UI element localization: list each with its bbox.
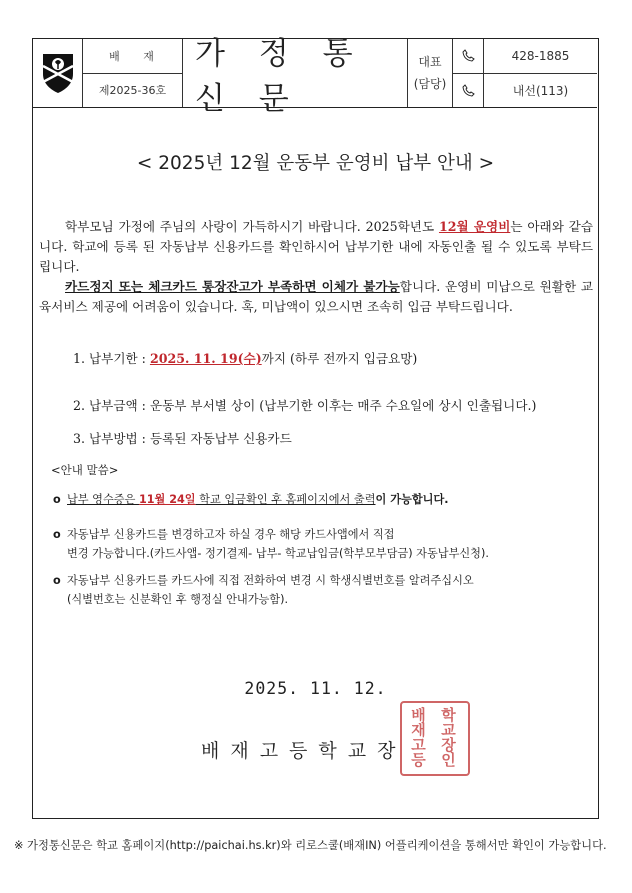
receipt-date: 11월 24일 [138, 493, 196, 506]
guide-note-3: o 자동납부 신용카드를 카드사에 직접 전화하여 변경 시 학생식별번호를 알려주십시오 (식별번호는 신분확인 후 행정실 안내가능함). [53, 574, 474, 606]
newsletter-title: 가 정 통 신 문 [183, 39, 408, 107]
guide-note-2: o 자동납부 신용카드를 변경하고자 하실 경우 해당 카드사앱에서 직접 변경 가능합니다.(카드사앱- 정기결제- 납부- 학교납입금(학부모부담금) 자동납부신청). [53, 528, 489, 560]
school-short-name: 배 재 [83, 39, 182, 74]
phone-extension: 내선(113) [512, 83, 569, 98]
header-table [33, 36, 597, 117]
document-title: < 2025년 12월 운동부 운영비 납부 안내 > [136, 153, 495, 174]
list-item: 3. 납부방법 : 등록된 자동납부 신용카드 [73, 431, 292, 446]
due-date: 2025. 11. 19(수) [149, 351, 262, 366]
intro-paragraph-1: 학부모님 가정에 주님의 사랑이 가득하시기 바랍니다. 2025학년도 12월 운영비는 아래와 같습니다. 학교에 등록 된 자동납부 신용카드를 확인하시어 납부기한 내에 자동인출 될 수 있도록 부탁드립니다. [39, 219, 594, 274]
issue-number: 제2025-36호 [98, 84, 167, 98]
school-logo [33, 39, 83, 107]
intro-paragraph-2: 카드정지 또는 체크카드 통장잔고가 부족하면 이체가 불가능합니다. 운영비 미납으로 원활한 교육서비스 제공에 어려움이 있습니다. 혹, 미납액이 있으시면 조속히 입금 부탁드립니다. [39, 279, 593, 314]
guide-title: <안내 말씀> [51, 463, 119, 477]
issue-info [83, 39, 183, 107]
list-item: 2. 납부금액 : 운동부 부서별 상이 (납부기한 이후는 매주 수요일에 상시 인출됩니다.) [73, 398, 537, 413]
footer-note: ※ 가정통신문은 학교 홈페이지(http://paichai.hs.kr)와 리로스쿨(배재IN) 어플리케이션을 통해서만 확인이 가능합니다. [14, 839, 607, 852]
school-principal-name: 배재고등학교장 [201, 740, 407, 762]
phone-icon [453, 39, 484, 73]
highlight-month-fee: 12월 운영비 [438, 219, 511, 234]
issue-date: 2025. 11. 12. [244, 679, 387, 698]
official-seal: 배재고등 학교장인 [400, 701, 470, 776]
representative-label [408, 39, 453, 107]
rep-label: 대표 [418, 55, 442, 69]
contact-info [453, 39, 597, 107]
newsletter-frame [32, 38, 599, 819]
guide-note-1: o 납부 영수증은 11월 24일 학교 입금확인 후 홈페이지에서 출력이 가능합니다. [53, 493, 449, 506]
warning-text: 카드정지 또는 체크카드 통장잔고가 부족하면 이체가 불가능 [65, 279, 400, 294]
shield-icon [41, 52, 75, 94]
list-item: 1. 납부기한 : 2025. 11. 19(수)까지 (하루 전까지 입금요망) [73, 351, 418, 366]
phone-main: 428-1885 [511, 48, 570, 63]
rep-sub-label: (담당) [413, 77, 447, 91]
phone-icon [453, 74, 484, 108]
